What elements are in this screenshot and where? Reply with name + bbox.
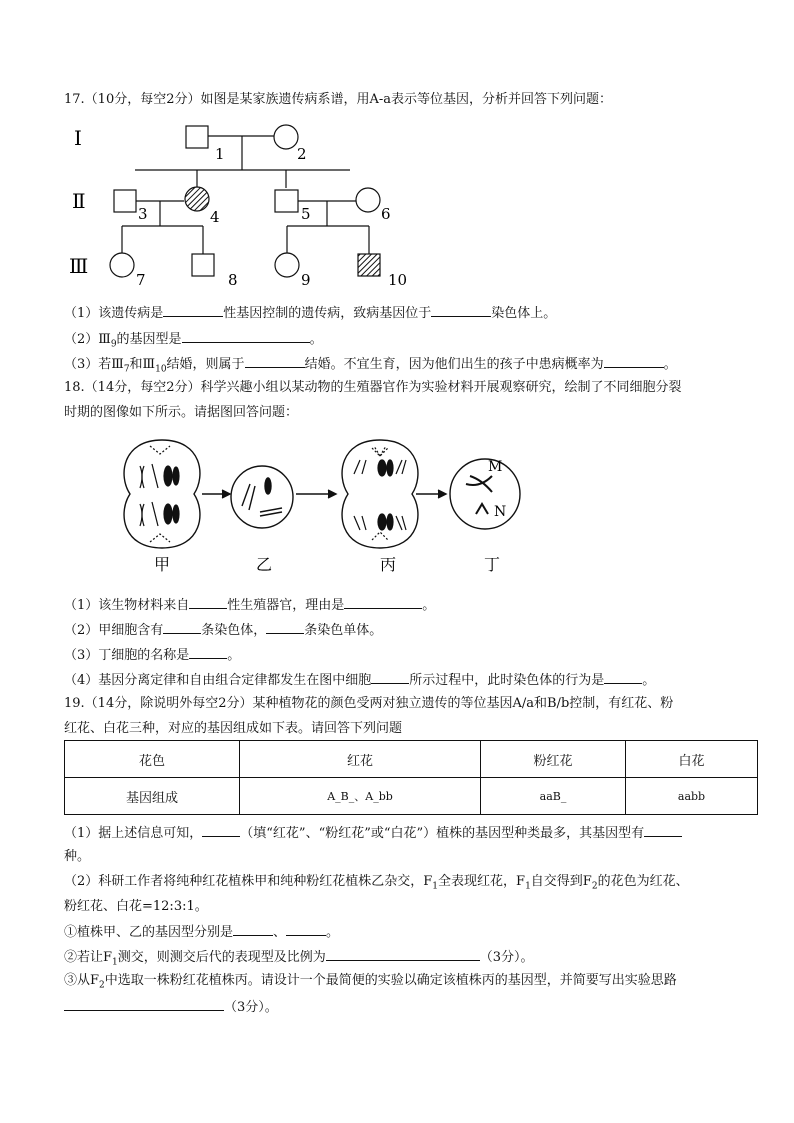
q19-sub2: （2）科研工作者将纯种红花植株甲和纯种粉红花植株乙杂交，$F_1$全表现红花，$F_1$自交得到$F_2$的花色为红花、: [64, 874, 689, 892]
table-header-cell: 白花: [626, 741, 758, 778]
cell-jia-outline: [124, 440, 200, 548]
q18-sub3: （3）丁细胞的名称是 。: [64, 645, 240, 665]
answer-blank[interactable]: [64, 997, 224, 1011]
q19-sub2-3-cont: （3分）。: [64, 997, 278, 1017]
chrom-label-n: N: [494, 504, 507, 520]
table-header-cell: 粉红花: [481, 741, 626, 778]
member-label-9: 9: [301, 271, 311, 289]
table-header-cell: 花色: [65, 741, 240, 778]
table-cell: A_B_、A_bb: [240, 778, 481, 815]
answer-blank[interactable]: [371, 670, 409, 684]
answer-blank[interactable]: [604, 670, 642, 684]
answer-blank[interactable]: [182, 329, 310, 343]
member-3-male: [114, 190, 136, 212]
answer-blank[interactable]: [245, 354, 305, 368]
answer-blank[interactable]: [189, 595, 227, 609]
q18-intro-1: 18.（14分，每空2分）科学兴趣小组以某动物的生殖器官作为实验材料开展观察研究，绘制了不同细胞分裂: [64, 380, 682, 395]
answer-blank[interactable]: [431, 303, 491, 317]
q19-sub1: （1）据上述信息可知， （填“红花”、“粉红花”或“白花”）植株的基因型种类最多，其基因型有: [64, 823, 682, 843]
q18-intro-2: 时期的图像如下所示。请据图回答问题：: [64, 405, 299, 420]
answer-blank[interactable]: [344, 595, 422, 609]
member-label-4: 4: [210, 208, 220, 226]
q17-sub3: （3）若$Ⅲ_7$和$Ⅲ_{10}$结婚，则属于 结婚。不宜生育，因为他们出生的孩子中患病概率为 。: [64, 354, 677, 379]
cell-ding-outline: [450, 459, 520, 529]
cell-label-jia: 甲: [154, 555, 171, 574]
table-cell: aabb: [626, 778, 758, 815]
table-row: [65, 741, 758, 778]
member-label-5: 5: [301, 205, 311, 223]
pedigree-chart: [60, 118, 420, 290]
answer-blank[interactable]: [326, 947, 480, 961]
member-1-male: [186, 126, 208, 148]
member-9-female: [275, 253, 299, 277]
table-row: [65, 778, 758, 815]
q17-intro: 17.（10分，每空2分）如图是某家族遗传病系谱，用A-a表示等位基因，分析并回答下列问题：: [64, 92, 613, 107]
answer-blank[interactable]: [644, 823, 682, 837]
answer-blank[interactable]: [286, 922, 326, 936]
q19-sub2-2: ②若让$F_1$测交，则测交后代的表现型及比例为 （3分）。: [64, 947, 534, 972]
answer-blank[interactable]: [189, 645, 227, 659]
member-10-affected-male: [358, 254, 380, 276]
cell-division-figure: [110, 436, 540, 586]
q19-sub2-1: ①植株甲、乙的基因型分别是 、 。: [64, 922, 339, 942]
member-8-male: [192, 254, 214, 276]
member-6-female: [356, 188, 380, 212]
cell-label-yi: 乙: [256, 555, 273, 574]
answer-blank[interactable]: [163, 303, 223, 317]
member-label-8: 8: [228, 271, 238, 289]
table-cell: aaB_: [481, 778, 626, 815]
member-7-female: [110, 253, 134, 277]
answer-blank[interactable]: [266, 620, 304, 634]
member-label-7: 7: [136, 271, 146, 289]
cell-label-ding: 丁: [484, 555, 501, 574]
member-4-affected-female: [185, 187, 209, 211]
q18-sub2: （2）甲细胞含有 条染色体， 条染色单体。: [64, 620, 382, 640]
member-label-10: 10: [388, 271, 408, 289]
q19-sub2-3: ③从$F_2$中选取一株粉红花植株丙。请设计一个最简便的实验以确定该植株丙的基因型，并简要写出实验思路: [64, 973, 677, 991]
cell-yi-outline: [231, 466, 293, 528]
q19-sub1-cont: 种。: [64, 849, 91, 864]
member-5-male: [275, 190, 298, 212]
member-label-2: 2: [297, 145, 307, 163]
member-label-3: 3: [138, 205, 148, 223]
chrom-label-m: M: [488, 459, 503, 475]
cell-label-bing: 丙: [380, 555, 397, 574]
q18-sub4: （4）基因分离定律和自由组合定律都发生在图中细胞 所示过程中，此时染色体的行为是 。: [64, 670, 655, 690]
q18-sub1: （1）该生物材料来自 性生殖器官，理由是 。: [64, 595, 435, 615]
q19-intro-2: 红花、白花三种，对应的基因组成如下表。请回答下列问题: [64, 721, 403, 736]
answer-blank[interactable]: [163, 620, 201, 634]
gen-label-1: Ⅰ: [74, 126, 82, 150]
answer-blank[interactable]: [604, 354, 664, 368]
table-header-cell: 红花: [240, 741, 481, 778]
member-label-6: 6: [381, 205, 391, 223]
q19-sub2-cont: 粉红花、白花=12:3:1。: [64, 899, 208, 914]
q19-intro-1: 19.（14分，除说明外每空2分）某种植物花的颜色受两对独立遗传的等位基因A/a和B/b控制，有红花、粉: [64, 696, 674, 711]
gen-label-3: Ⅲ: [69, 254, 89, 278]
answer-blank[interactable]: [202, 823, 240, 837]
q17-sub2: $(2)Ⅲ_9$的基因型是 。: [64, 329, 323, 354]
cell-bing-outline: [342, 440, 418, 548]
member-label-1: 1: [215, 145, 225, 163]
q17-sub1: （1）该遗传病是 性基因控制的遗传病，致病基因位于 染色体上。: [64, 303, 556, 323]
member-2-female: [274, 125, 298, 149]
table-cell: 基因组成: [65, 778, 240, 815]
genotype-table: [64, 740, 758, 815]
answer-blank[interactable]: [233, 922, 273, 936]
gen-label-2: Ⅱ: [72, 189, 86, 213]
